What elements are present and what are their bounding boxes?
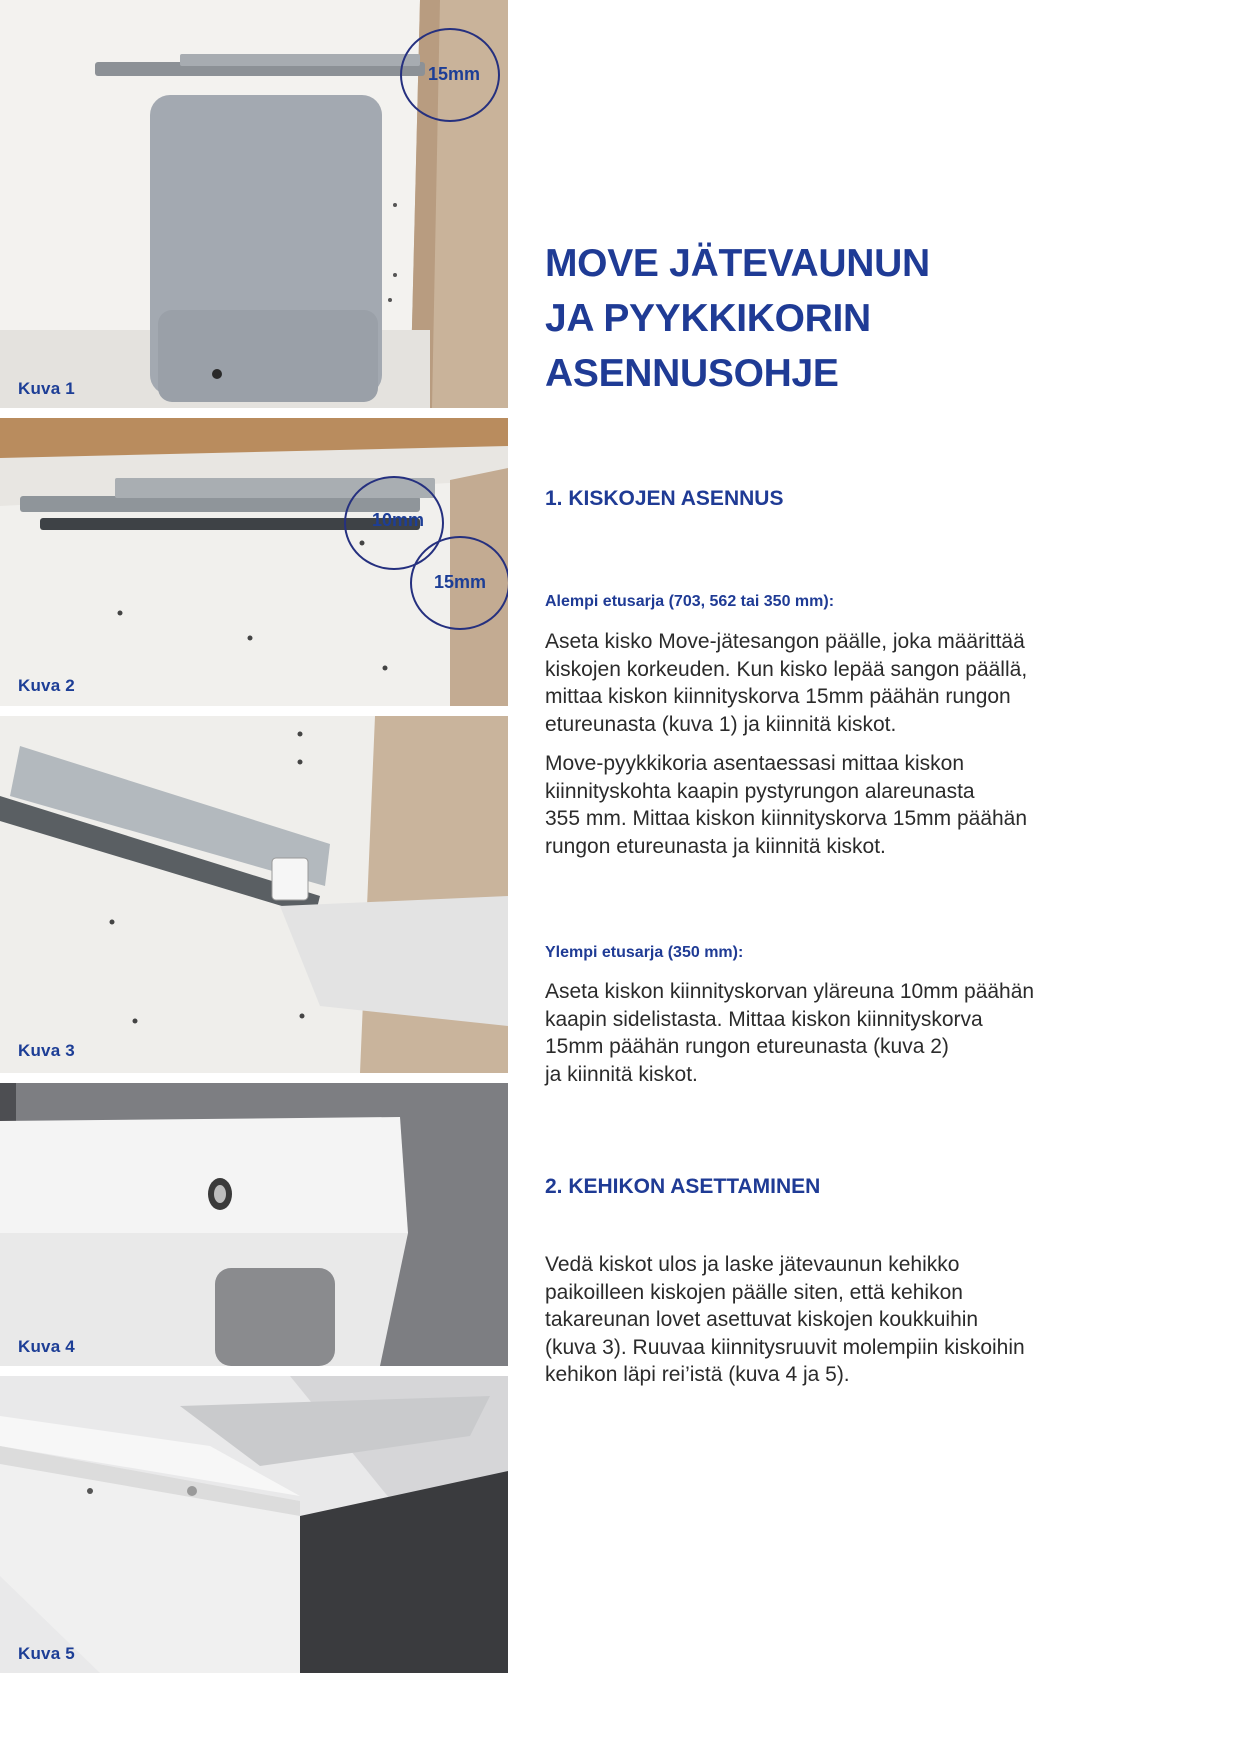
page-title <box>545 236 1145 401</box>
photo-kuva-4-illustration <box>0 1083 508 1366</box>
section-1-sub-1-heading: Alempi etusarja (703, 562 tai 350 mm): <box>545 593 835 610</box>
section-1-sub-1-paragraph-1 <box>545 628 1085 738</box>
section-2-paragraph <box>545 1251 1085 1389</box>
photo-kuva-1 <box>0 0 508 408</box>
photo-kuva-4 <box>0 1083 508 1366</box>
measure-label-10mm: 10mm <box>372 510 425 530</box>
text-line: Vedä kiskot ulos ja laske jätevaunun kehikko <box>545 1253 960 1276</box>
text-line: rungon etureunasta ja kiinnitä kiskot. <box>545 834 886 858</box>
text-line: takareunan lovet asettuvat kiskojen koukkuihin <box>545 1308 979 1331</box>
measure-label-15mm-side: 15mm <box>434 572 487 592</box>
text-line: Move-pyykkikoria asentaessasi mittaa kiskon <box>545 752 964 775</box>
text-line: Aseta kisko Move-jätesangon päälle, joka määrittää <box>545 630 1025 653</box>
photo-caption-kuva-3: Kuva 3 <box>18 1041 75 1060</box>
photo-caption-kuva-2: Kuva 2 <box>18 676 75 695</box>
photo-kuva-5-illustration <box>0 1376 508 1673</box>
text-line: mittaa kiskon kiinnityskorva 15mm päähän rungon <box>545 685 1011 708</box>
photo-column <box>0 0 508 1755</box>
section-1-sub-2-paragraph <box>545 978 1085 1088</box>
section-1-sub-2-heading: Ylempi etusarja (350 mm): <box>545 944 744 961</box>
photo-caption-kuva-5: Kuva 5 <box>18 1644 75 1663</box>
measure-label-15mm: 15mm <box>428 64 481 84</box>
text-line: etureunasta (kuva 1) ja kiinnitä kiskot. <box>545 712 897 736</box>
section-1-sub-1-paragraph-2 <box>545 750 1085 860</box>
text-line: Aseta kiskon kiinnityskorvan yläreuna 10mm päähän <box>545 980 1035 1003</box>
text-line: (kuva 3). Ruuvaa kiinnitysruuvit molempiin kiskoihin <box>545 1335 1025 1359</box>
text-line: ja kiinnitä kiskot. <box>545 1062 698 1086</box>
text-line: 15mm päähän rungon etureunasta (kuva 2) <box>545 1035 949 1058</box>
photo-kuva-3 <box>0 716 508 1073</box>
photo-kuva-5 <box>0 1376 508 1673</box>
section-2-heading: 2. KEHIKON ASETTAMINEN <box>545 1175 821 1198</box>
section-1-heading: 1. KISKOJEN ASENNUS <box>545 487 784 510</box>
text-line: kehikon läpi rei’istä (kuva 4 ja 5). <box>545 1363 850 1386</box>
text-line: kaapin sidelistasta. Mittaa kiskon kiinnityskorva <box>545 1007 983 1031</box>
page-title-line-1: MOVE JÄTEVAUNUN <box>545 242 930 285</box>
text-line: 355 mm. Mittaa kiskon kiinnityskorva 15mm päähän <box>545 807 1028 830</box>
text-line: paikoilleen kiskojen päälle siten, että kehikon <box>545 1280 963 1304</box>
page-title-line-2: JA PYYKKIKORIN ASENNUSOHJE <box>545 297 871 395</box>
text-line: kiskojen korkeuden. Kun kisko lepää sangon päällä, <box>545 657 1028 681</box>
text-line: kiinnityskohta kaapin pystyrungon alareunasta <box>545 779 975 803</box>
photo-caption-kuva-1: Kuva 1 <box>18 379 75 398</box>
photo-kuva-3-illustration <box>0 716 508 1073</box>
photo-kuva-2 <box>0 418 508 706</box>
photo-caption-kuva-4: Kuva 4 <box>18 1337 75 1356</box>
